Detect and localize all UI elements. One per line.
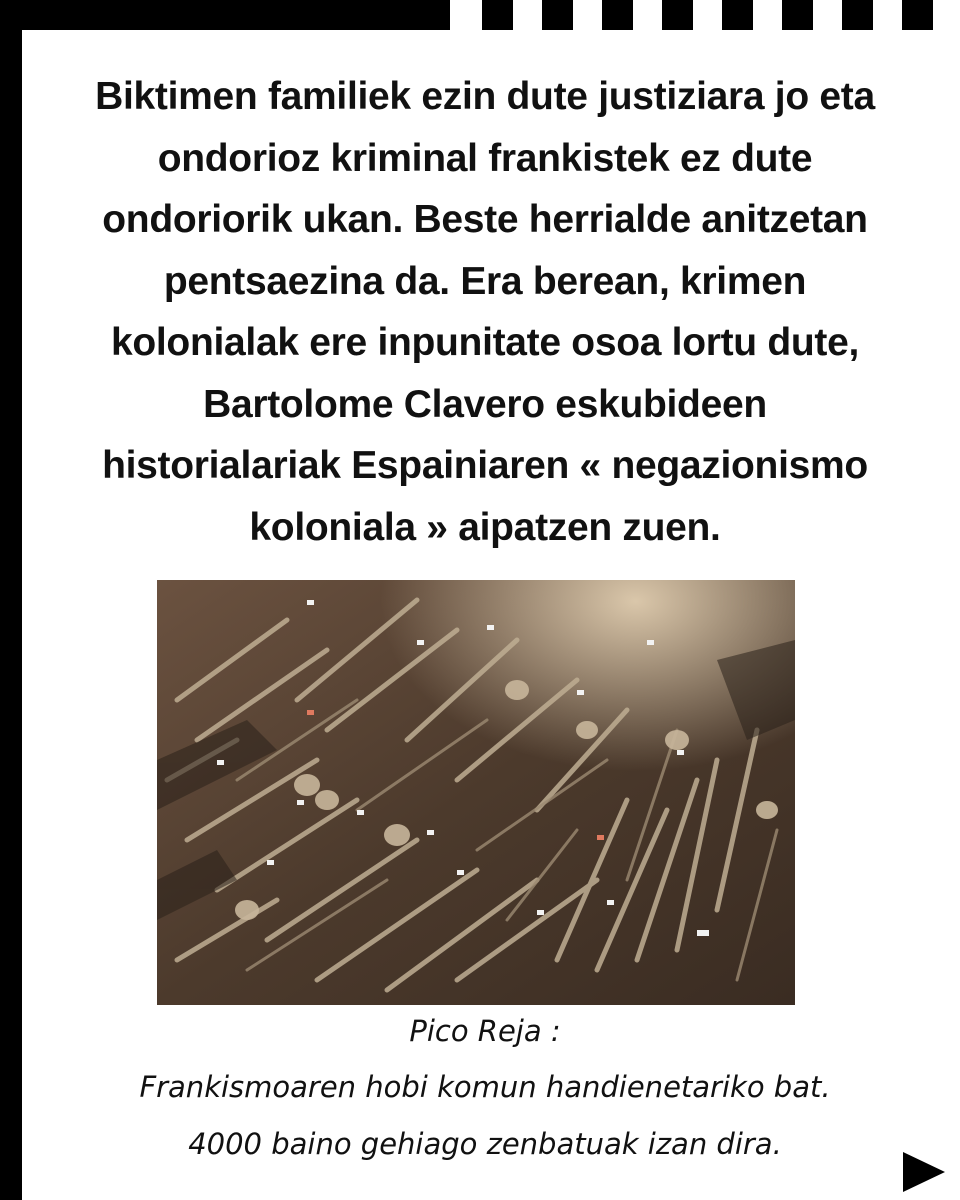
main-text-line: pentsaezina da. Era berean, krimen: [163, 259, 807, 303]
main-text-line: Bartolome Clavero eskubideen: [203, 382, 767, 426]
main-text-line: ondorioz kriminal frankistek ez dute: [157, 136, 813, 180]
main-text-line: koloniala » aipatzen zuen.: [249, 505, 721, 549]
film-strip-square: [662, 0, 693, 30]
film-strip-square: [722, 0, 753, 30]
caption-title: Pico Reja :: [409, 1014, 561, 1048]
main-text-line: Biktimen familiek ezin dute justiziara jo eta: [95, 75, 875, 118]
play-triangle-icon[interactable]: [903, 1152, 945, 1192]
main-text-line: historialariak Espainiaren « negazionismo: [102, 444, 868, 487]
caption-line: 4000 baino gehiago zenbatuak izan dira.: [188, 1127, 782, 1161]
top-frame-bar: [0, 0, 450, 30]
mass-grave-photo: [157, 580, 795, 1005]
left-frame-border: [0, 0, 22, 1200]
film-strip-decoration: [482, 0, 933, 30]
film-strip-square: [782, 0, 813, 30]
main-text-line: ondoriorik ukan. Beste herrialde anitzetan: [102, 198, 868, 241]
film-strip-square: [902, 0, 933, 30]
main-paragraph: [40, 66, 930, 558]
film-strip-square: [602, 0, 633, 30]
film-strip-square: [542, 0, 573, 30]
film-strip-square: [482, 0, 513, 30]
film-strip-square: [842, 0, 873, 30]
main-text-line: kolonialak ere inpunitate osoa lortu dute,: [110, 321, 859, 364]
caption-line: Frankismoaren hobi komun handienetariko bat.: [139, 1070, 831, 1104]
